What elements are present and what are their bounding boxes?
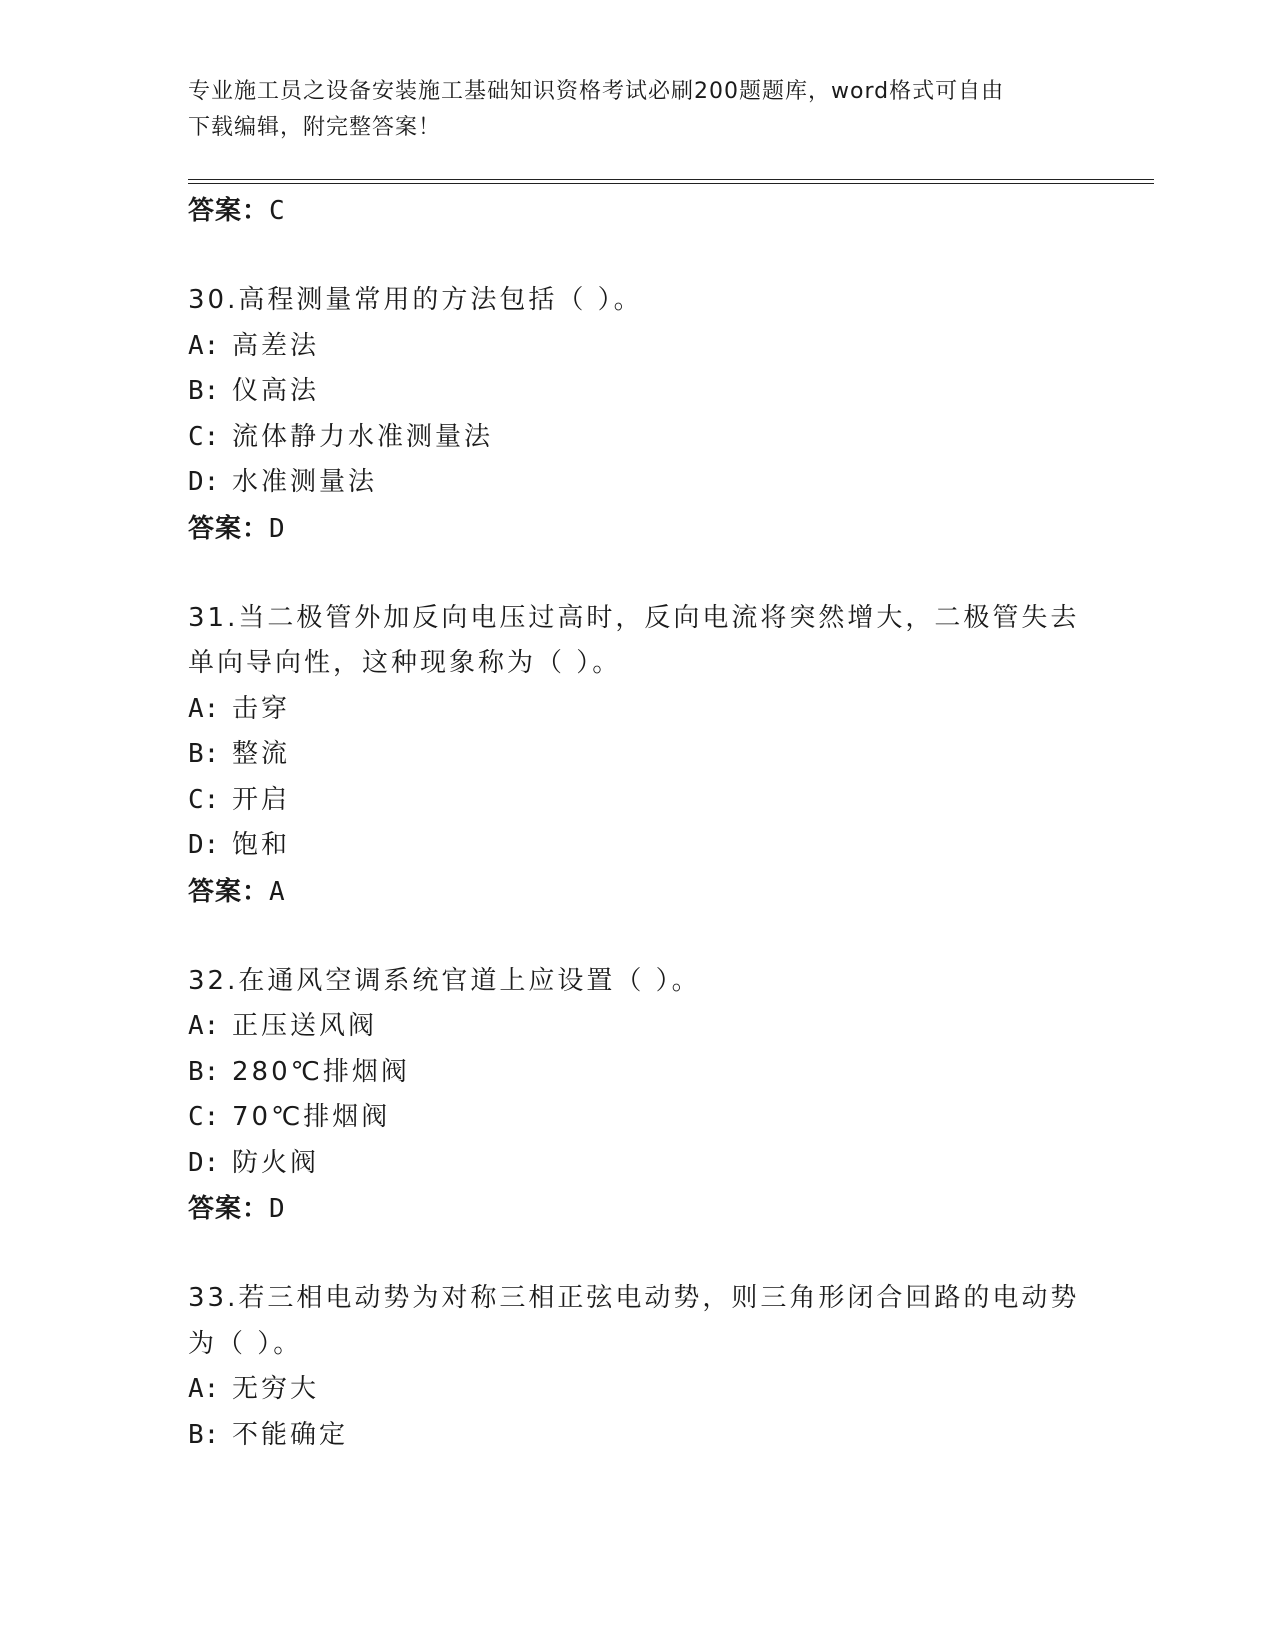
answer-line xyxy=(188,1186,1088,1232)
option-d xyxy=(188,1141,1088,1187)
option-key: B: xyxy=(188,739,220,769)
answer-line xyxy=(188,869,1088,915)
header-title-line-1: 专业施工员之设备安装施工基础知识资格考试必刷200题题库，word格式可自由 xyxy=(188,79,1005,104)
answer-label: 答案： xyxy=(188,876,270,907)
option-text: 开启 xyxy=(232,784,291,815)
option-a xyxy=(188,1367,1088,1413)
option-c xyxy=(188,1095,1088,1141)
question-block xyxy=(188,596,1088,915)
answer-label: 答案： xyxy=(188,513,270,544)
question-block xyxy=(188,1276,1088,1458)
header-title-line-2: 下载编辑，附完整答案！ xyxy=(188,115,442,140)
question-text-continued: 为（ ）。 xyxy=(188,1328,303,1359)
option-text: 280℃排烟阀 xyxy=(232,1056,410,1087)
option-a xyxy=(188,687,1088,733)
option-text: 饱和 xyxy=(232,830,291,860)
answer-line xyxy=(188,506,1088,552)
question-text: 30.高程测量常用的方法包括（ ）。 xyxy=(188,285,643,315)
option-key: A: xyxy=(188,1011,220,1041)
option-text: 70℃排烟阀 xyxy=(232,1102,391,1132)
option-key: B: xyxy=(188,1056,220,1087)
answer-value: C xyxy=(269,196,286,226)
option-d xyxy=(188,460,1088,506)
spacer xyxy=(188,915,1088,959)
option-b xyxy=(188,1413,1088,1459)
option-key: A: xyxy=(188,693,220,724)
answer-line xyxy=(188,188,1088,234)
question-text: 31.当二极管外加反向电压过高时，反向电流将突然增大，二极管失去 xyxy=(188,602,1080,633)
option-text: 不能确定 xyxy=(232,1419,349,1450)
document-header xyxy=(188,74,1068,146)
option-text: 仪高法 xyxy=(232,376,320,406)
question-text: 33.若三相电动势为对称三相正弦电动势，则三角形闭合回路的电动势 xyxy=(188,1283,1080,1313)
option-key: D: xyxy=(188,467,220,497)
spacer xyxy=(188,1232,1088,1276)
option-key: A: xyxy=(188,330,220,361)
option-text: 整流 xyxy=(232,739,291,769)
option-b xyxy=(188,732,1088,778)
option-text: 正压送风阀 xyxy=(232,1011,378,1041)
answer-value: A xyxy=(269,876,286,907)
option-text: 高差法 xyxy=(232,330,320,361)
question-block xyxy=(188,959,1088,1233)
header-double-rule xyxy=(188,179,1154,184)
answer-value: D xyxy=(269,1194,286,1224)
question-block xyxy=(188,278,1088,552)
option-key: D: xyxy=(188,1147,220,1178)
option-key: C: xyxy=(188,784,220,815)
option-text: 击穿 xyxy=(232,693,291,724)
option-a xyxy=(188,324,1088,370)
spacer xyxy=(188,234,1088,278)
option-c xyxy=(188,778,1088,824)
option-key: B: xyxy=(188,376,220,406)
option-key: C: xyxy=(188,1102,220,1132)
answer-label: 答案： xyxy=(188,196,270,226)
option-c xyxy=(188,415,1088,461)
option-d xyxy=(188,823,1088,869)
option-text: 防火阀 xyxy=(232,1147,320,1178)
option-text: 流体静力水准测量法 xyxy=(232,421,494,452)
option-a xyxy=(188,1004,1088,1050)
answer-value: D xyxy=(269,513,286,544)
question-text: 32.在通风空调系统官道上应设置（ ）。 xyxy=(188,965,701,996)
option-text: 无穷大 xyxy=(232,1374,320,1404)
question-text-continued: 单向导向性，这种现象称为（ ）。 xyxy=(188,648,622,678)
option-text: 水准测量法 xyxy=(232,467,378,497)
option-key: C: xyxy=(188,421,220,452)
answer-label: 答案： xyxy=(188,1194,270,1224)
option-key: D: xyxy=(188,830,220,860)
option-key: A: xyxy=(188,1374,220,1404)
option-b xyxy=(188,369,1088,415)
option-key: B: xyxy=(188,1419,220,1450)
option-b xyxy=(188,1050,1088,1096)
question-list xyxy=(188,188,1088,1458)
spacer xyxy=(188,552,1088,596)
